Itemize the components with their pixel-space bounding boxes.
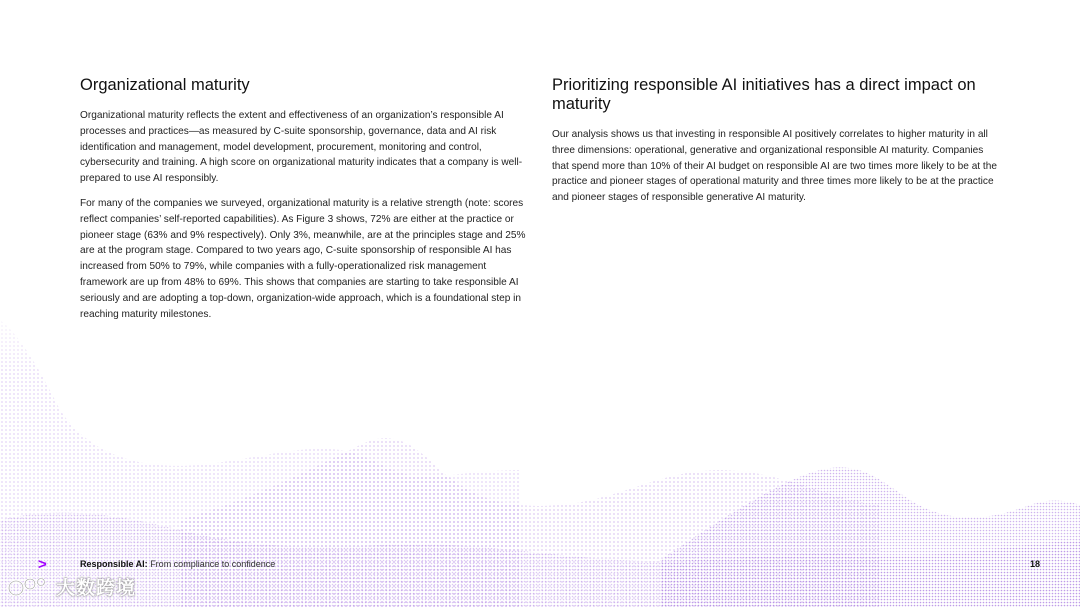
page-number: 18	[1029, 559, 1040, 569]
organizational-maturity-findings: For many of the companies we surveyed, organizational maturity is a relative strength (note: scores reflect companies’ self-reported capabilities). As Figure 3 shows, 72% are either at the practice or pioneer stage (63% and 9% respectively). Only 3%, meanwhile, are at the principles stage and 25% are at the program stage. Compared to two years ago, C-suite sponsorship of responsible AI has increased from 50% to 79%, while companies with a fully-operationalized risk management framework are up from 48% to 69%. This shows that companies are starting to take responsible AI seriously and are adopting a top-down, organization-wide approach, which is a foundational step in reaching maturity milestones.	[80, 197, 526, 320]
section-heading-organizational-maturity: Organizational maturity	[80, 76, 250, 94]
footer-title-bold: Responsible AI:	[80, 559, 148, 569]
watermark-text: 大数跨境	[56, 576, 137, 599]
brand-chevron-icon: >	[38, 556, 47, 573]
organizational-maturity-definition: Organizational maturity reflects the extent and effectiveness of an organization’s responsible AI processes and practices—as measured by C-suite sponsorship, governance, data and AI risk identification and management, model development, procurement, monitoring and control, cybersecurity and training. A high score on organizational maturity indicates that a company is well-prepared to use AI responsibly.	[80, 110, 523, 185]
watermark	[6, 572, 136, 600]
section-heading-prioritizing: Prioritizing responsible AI initiatives has a direct impact on maturity	[552, 76, 976, 113]
watermark-logo-icon	[6, 572, 50, 600]
right-column	[552, 76, 1002, 215]
footer-title	[80, 559, 275, 569]
left-column	[80, 76, 530, 331]
footer-title-rest: From compliance to confidence	[147, 559, 276, 569]
investment-analysis-paragraph: Our analysis shows us that investing in responsible AI positively correlates to higher maturity in all three dimensions: operational, generative and organizational responsible AI maturity. Companies that spend more than 10% of their AI budget on responsible AI are two times more likely to be at the practice and pioneer stages of operational maturity and three times more likely to be at the practice and pioneer stages of responsible generative AI maturity.	[552, 129, 997, 204]
